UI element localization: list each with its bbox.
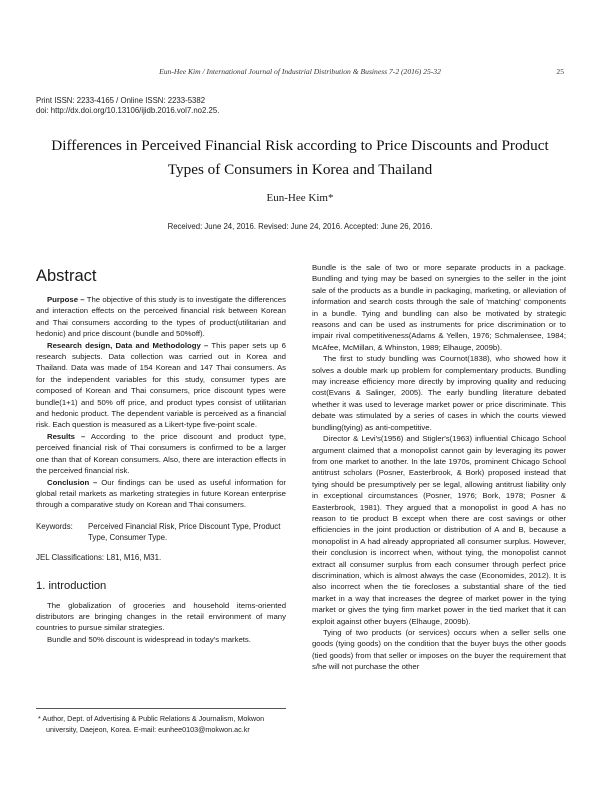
body-paragraph-4: Tying of two products (or services) occurs when a seller sells one goods (tying goods) on the condition that the buyer buys the other goods (tied goods) from that seller or imposes on the buyer the requirement that s/he will not purchase the other xyxy=(312,628,566,672)
running-header xyxy=(36,67,564,79)
purpose-text: The objective of this study is to investigate the differences and interaction effects on the perceived financial risk between Korean and Thai consumers according to the types of product(utilitarian and hedonic) and price discount (bundle and 50%off). xyxy=(36,295,286,339)
abstract-heading: Abstract xyxy=(36,267,97,285)
results-text: According to the price discount and product type, perceived financial risk of Thai consumers is confirmed to be a larger one than that of Korean consumers. Also, there are interaction effects in the perceived financial risk. xyxy=(36,431,286,476)
publication-ids xyxy=(36,96,219,115)
doi-line: doi: http://dx.doi.org/10.13106/ijidb.2016.vol7.no2.25. xyxy=(36,105,220,115)
jel-text: L81, M16, M31. xyxy=(106,552,162,562)
design-text: This paper sets up 6 research subjects. Data collection was carried out in Korea and Thailand. Data was made of 154 Korean and 147 Thai consumers. As for the independent variables for this study, consumer types are composed of Korean and Thai consumers, price discount types were bundle(1+1) and 50% off price, and product types consist of utilitarian and hedonic product. The dependent variable is perceived as a financial risk. Each question is measured as a Likert-type five-point scale. xyxy=(36,340,286,430)
results-label: Results – xyxy=(47,431,86,441)
paper-title xyxy=(40,134,560,182)
running-title: Eun-Hee Kim / International Journal of Industrial Distribution & Business 7-2 (2016) 25-32 xyxy=(159,67,441,76)
conclusion-label: Conclusion – xyxy=(47,477,98,487)
body-paragraph-2: The first to study bundling was Cournot(1838), who showed how it solves a double mark up problem for complementary products. Bundling may increase efficiency more directly by improving quality and reducing cost(Evans & Salinger, 2005). The early bundling literature debated whether it was used to leverage market power or price discriminate. This debate was stimulated by a series of cases in which the courts viewed bundling(tying) as anti-competitive. xyxy=(312,354,566,432)
issn-line: Print ISSN: 2233-4165 / Online ISSN: 2233-5382 xyxy=(36,96,206,105)
design-label: Research design, Data and Methodology – xyxy=(47,340,209,350)
abstract-design xyxy=(36,340,286,431)
submission-dates: Received: June 24, 2016. Revised: June 24, 2016. Accepted: June 26, 2016. xyxy=(167,222,433,231)
conclusion-text: Our findings can be used as useful information for global retail markets as marketing strategies in future Korean enterprise through a comparative study on Korean and Thai consumers. xyxy=(36,477,286,510)
abstract-results xyxy=(36,431,286,477)
purpose-label: Purpose – xyxy=(47,295,85,304)
abstract-purpose xyxy=(36,294,286,340)
body-paragraph-3: Director & Levi's(1956) and Stigler's(1963) influential Chicago School argument claimed that a monopolist cannot gain by leveraging its power from one market to another. In the late 1970s, prominent Chicago School antitrust scholars (Posner, Easterbrook, & Bork) proposed instead that tying should be presumptively per se legal, allowing antitrust liability only in exceptional circumstances (Posner, 1976; Bork, 1978; Posner & Easterbrook, 1981). They argued that a monopolist in good A has no reason to tie product B except when there are cost savings or other efficiencies in the joint production or distribution of A and B, because a monopolist in A had already appropriated all consumer surplus. However, their conclusion is incorrect when, without tying, the monopolist cannot extract all consumer surplus from each consumer through perfect price discrimination, which is almost always the case (Economides, 2012). It is also incorrect when the tie forecloses a substantial share of the tied market in a way that increases the degree of market power in the tying market or gives the tying firm market power in the tied market that it can exploit against other buyers (Elhauge, 2009b). xyxy=(312,434,566,626)
keywords-text: Perceived Financial Risk, Price Discount Type, Product Type, Consumer Type. xyxy=(88,521,281,543)
body-paragraph-1: Bundle is the sale of two or more separate products in a package. Bundling and tying may be based on synergies to the seller in the joint sale of the products as a bundle in packaging, marketing, or alleviation of information and search costs through the sale of 'matching' components in a bundle. Tying and bundling can also be motivated by strategic reasons and can be used as instruments for price discrimination or to impair rival competitiveness(Adams & Yellen, 1976; Schmalensee, 1984; McAfee, McMillan, & Whinston, 1989; Elhauge, 2009b). xyxy=(312,263,566,352)
footnote-text: * Author, Dept. of Advertising & Public Relations & Journalism, Mokwon university, Daejeon, Korea. E-mail: eunhee0103@mokwon.ac.kr xyxy=(38,714,265,734)
author-footnote xyxy=(36,708,286,735)
introduction-paragraph-1: The globalization of groceries and household items-oriented distributors are bringing changes in the retail environment of many countries to pursue similar strategies. xyxy=(36,600,286,633)
keywords xyxy=(36,521,286,544)
introduction-heading: 1. introduction xyxy=(36,579,107,592)
introduction-paragraph-2: Bundle and 50% discount is widespread in today's markets. xyxy=(47,634,251,644)
paper-title-line-1: Differences in Perceived Financial Risk according to Price Discounts and Product xyxy=(51,137,549,154)
jel-label: JEL Classifications: xyxy=(36,552,105,562)
page-number: 25 xyxy=(556,67,564,76)
left-column xyxy=(36,262,286,645)
author-name: Eun-Hee Kim* xyxy=(266,192,334,204)
keywords-label: Keywords: xyxy=(36,521,73,531)
abstract-conclusion xyxy=(36,477,286,511)
jel-classifications xyxy=(36,553,286,562)
right-column xyxy=(312,262,566,673)
paper-title-line-2: Types of Consumers in Korea and Thailand xyxy=(167,161,433,178)
